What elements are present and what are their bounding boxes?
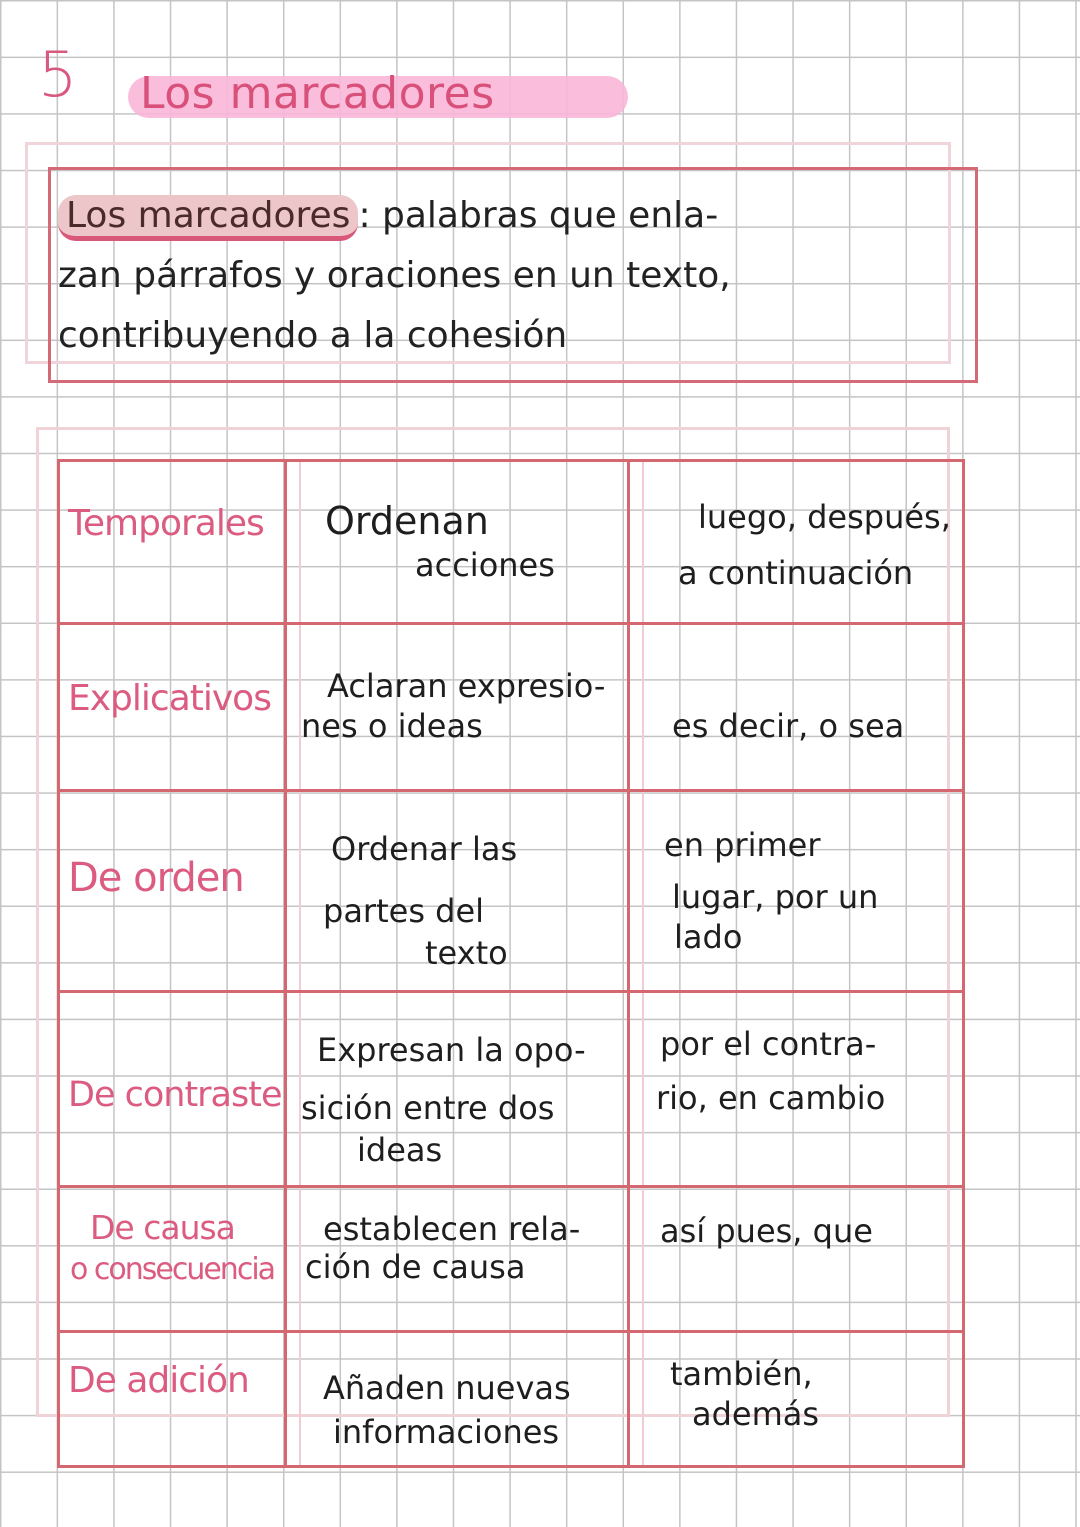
example-line: lado xyxy=(674,918,743,956)
type-label: De orden xyxy=(68,855,244,901)
definition-separator: : xyxy=(358,195,371,236)
description-line: establecen rela- xyxy=(323,1210,581,1248)
example-line: a continuación xyxy=(678,554,914,592)
description-line: Expresan la opo- xyxy=(317,1031,586,1069)
table-cell-description xyxy=(287,1333,630,1465)
description-line: texto xyxy=(425,934,508,972)
table-cell-examples xyxy=(630,625,962,792)
table-cell-type xyxy=(60,625,287,792)
table-cell-examples xyxy=(630,1333,962,1465)
type-label: De contraste xyxy=(68,1075,282,1115)
table-cell-examples xyxy=(630,1188,962,1333)
example-line: luego, después, xyxy=(698,498,951,536)
table-cell-description xyxy=(287,462,630,625)
table-cell-description xyxy=(287,792,630,993)
definition-line-2: zan párrafos y oraciones en un texto, xyxy=(58,255,731,296)
table-cell-type xyxy=(60,1333,287,1465)
type-label: o consecuencia xyxy=(70,1252,275,1287)
description-line: informaciones xyxy=(333,1413,560,1451)
example-line: es decir, o sea xyxy=(672,707,905,745)
example-line: en primer xyxy=(664,826,821,864)
definition-term: Los marcadores xyxy=(58,195,358,241)
table-cell-examples xyxy=(630,462,962,625)
type-label: Temporales xyxy=(68,503,264,544)
description-line: Aclaran expresio- xyxy=(327,667,606,705)
page-title: Los marcadores xyxy=(140,68,495,119)
example-line: lugar, por un xyxy=(672,878,879,916)
description-line: Ordenan xyxy=(325,499,489,543)
description-line: ideas xyxy=(357,1131,443,1169)
description-line: sición entre dos xyxy=(301,1089,555,1127)
table-cell-type xyxy=(60,792,287,993)
type-label: Explicativos xyxy=(68,678,271,719)
definition-text xyxy=(58,186,958,366)
table-cell-examples xyxy=(630,993,962,1188)
description-line: Ordenar las xyxy=(331,830,518,868)
table-cell-type xyxy=(60,1188,287,1333)
example-line: también, xyxy=(670,1355,813,1393)
markers-table xyxy=(57,459,965,1468)
description-line: acciones xyxy=(415,546,555,584)
definition-line-1 xyxy=(58,186,958,246)
example-line: así pues, que xyxy=(660,1212,873,1250)
table-cell-description xyxy=(287,993,630,1188)
type-label: De adición xyxy=(68,1360,249,1401)
description-line: partes del xyxy=(323,892,485,930)
table-cell-type xyxy=(60,993,287,1188)
example-line: además xyxy=(692,1395,820,1433)
table-cell-description xyxy=(287,1188,630,1333)
table-cell-description xyxy=(287,625,630,792)
example-line: rio, en cambio xyxy=(656,1079,886,1117)
description-line: ción de causa xyxy=(305,1248,526,1286)
section-number: 5 xyxy=(38,38,76,111)
example-line: por el contra- xyxy=(660,1025,877,1063)
type-label: De causa xyxy=(90,1208,235,1247)
description-line: nes o ideas xyxy=(301,707,483,745)
definition-line-3: contribuyendo a la cohesión xyxy=(58,315,568,356)
table-cell-examples xyxy=(630,792,962,993)
table-cell-type xyxy=(60,462,287,625)
definition-line-1-rest: palabras que enla- xyxy=(370,195,719,236)
description-line: Añaden nuevas xyxy=(323,1369,571,1407)
